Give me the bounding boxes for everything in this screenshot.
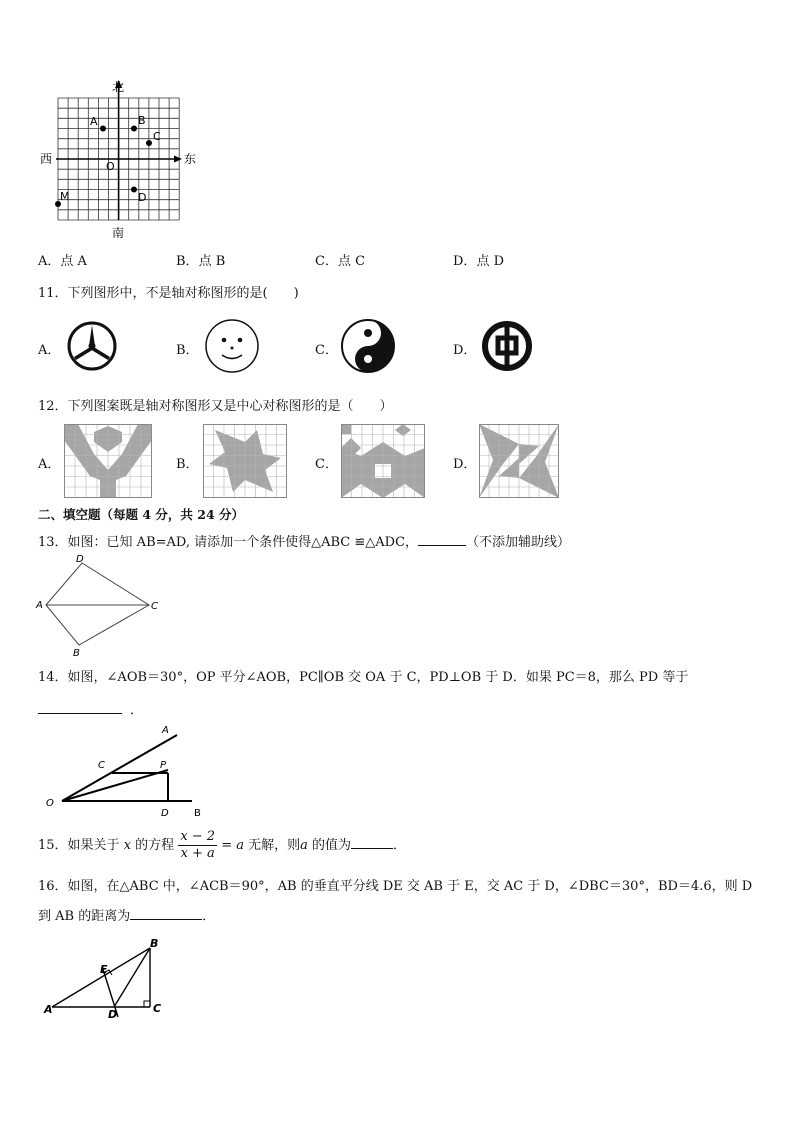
q16-stem-line-2: 到 AB 的距离为 ． bbox=[38, 909, 216, 924]
point-b-label: B bbox=[138, 114, 146, 127]
q14-label-a: A bbox=[162, 725, 169, 736]
mercedes-logo-icon[interactable] bbox=[66, 320, 118, 372]
q12-pattern-b-image[interactable] bbox=[203, 424, 287, 498]
q14-stem: 14．如图，∠AOB＝30°，OP 平分∠AOB，PC∥OB 交 OA 于 C，PD⊥OB 于 D．如果 PC＝8，那么 PD 等于 bbox=[38, 670, 689, 685]
q12-stem: 12．下列图案既是轴对称图形又是中心对称图形的是（ ） bbox=[38, 399, 393, 414]
q10-option-b[interactable]: B．点 B bbox=[176, 254, 226, 269]
q10-option-c[interactable]: C．点 C bbox=[315, 254, 366, 269]
q14-label-o: O bbox=[46, 798, 54, 809]
point-m-label: M bbox=[60, 190, 70, 203]
point-d-label: D bbox=[138, 191, 147, 204]
q16-label-c: C bbox=[153, 1002, 162, 1015]
q13-label-b: B bbox=[73, 648, 80, 659]
q10-option-a[interactable]: A．点 A bbox=[38, 254, 87, 269]
q15-stem: 15．如果关于 x 的方程 $\frac{x - 2}{x + a}$ = a 无解，则a 的值为 ． bbox=[38, 829, 407, 861]
q14-label-b: B bbox=[194, 808, 201, 819]
q16-label-e: E bbox=[100, 963, 108, 976]
bank-of-china-logo-icon[interactable] bbox=[480, 318, 534, 374]
q12-option-b-label[interactable]: B． bbox=[176, 457, 199, 472]
q10-option-d[interactable]: D．点 D bbox=[453, 254, 504, 269]
q11-option-b-label[interactable]: B． bbox=[176, 343, 199, 358]
q16-label-b: B bbox=[150, 937, 159, 950]
q12-pattern-a-image[interactable] bbox=[64, 424, 152, 498]
q12-option-c-label[interactable]: C． bbox=[315, 457, 338, 472]
yin-yang-icon[interactable] bbox=[340, 318, 396, 374]
q14-angle-figure bbox=[42, 722, 212, 822]
q11-stem: 11．下列图形中，不是轴对称图形的是( ) bbox=[38, 286, 299, 301]
q16-answer-blank[interactable] bbox=[130, 907, 202, 920]
q12-option-a-label[interactable]: A． bbox=[38, 457, 61, 472]
q13-quadrilateral-figure bbox=[34, 552, 166, 660]
q11-option-a-label[interactable]: A． bbox=[38, 343, 61, 358]
q15-fraction: $\frac{x - 2}{x + a}$ bbox=[180, 829, 216, 861]
q12-option-d-label[interactable]: D． bbox=[453, 457, 477, 472]
q16-triangle-figure bbox=[40, 936, 170, 1024]
north-label: 北 bbox=[112, 80, 125, 94]
point-c-label: C bbox=[153, 130, 161, 143]
origin-label: O bbox=[106, 160, 115, 173]
south-label: 南 bbox=[112, 226, 125, 240]
q13-label-c: C bbox=[151, 601, 158, 612]
q14-label-c: C bbox=[98, 760, 105, 771]
q16-label-d: D bbox=[108, 1008, 118, 1021]
east-label: 东 bbox=[184, 152, 197, 166]
point-a-label: A bbox=[90, 115, 98, 128]
q12-pattern-d-image[interactable] bbox=[479, 424, 559, 498]
q11-option-c-label[interactable]: C． bbox=[315, 343, 338, 358]
q15-answer-blank[interactable] bbox=[351, 836, 393, 849]
q13-answer-blank[interactable] bbox=[418, 533, 466, 546]
q13-label-a: A bbox=[36, 600, 43, 611]
q14-label-p: P bbox=[160, 760, 167, 771]
west-label: 西 bbox=[40, 152, 53, 166]
section-2-title: 二、填空题（每题 4 分，共 24 分） bbox=[38, 507, 245, 522]
q13-stem: 13．如图：已知 AB=AD, 请添加一个条件使得△ABC ≌△ADC， （不添加辅助线） bbox=[38, 535, 571, 550]
q13-label-d: D bbox=[76, 554, 84, 565]
q11-option-d-label[interactable]: D． bbox=[453, 343, 477, 358]
q14-label-d: D bbox=[161, 808, 169, 819]
q14-answer-line: ． bbox=[38, 699, 143, 718]
q10-grid-figure bbox=[36, 78, 206, 243]
smiley-face-icon[interactable] bbox=[203, 318, 261, 374]
q14-answer-blank[interactable] bbox=[38, 701, 122, 714]
q16-stem-line-1: 16．如图，在△ABC 中，∠ACB＝90°，AB 的垂直平分线 DE 交 AB 于 E，交 AC 于 D，∠DBC＝30°，BD＝4.6，则 D bbox=[38, 879, 753, 894]
q12-pattern-c-image[interactable] bbox=[341, 424, 425, 498]
q16-label-a: A bbox=[44, 1003, 53, 1016]
